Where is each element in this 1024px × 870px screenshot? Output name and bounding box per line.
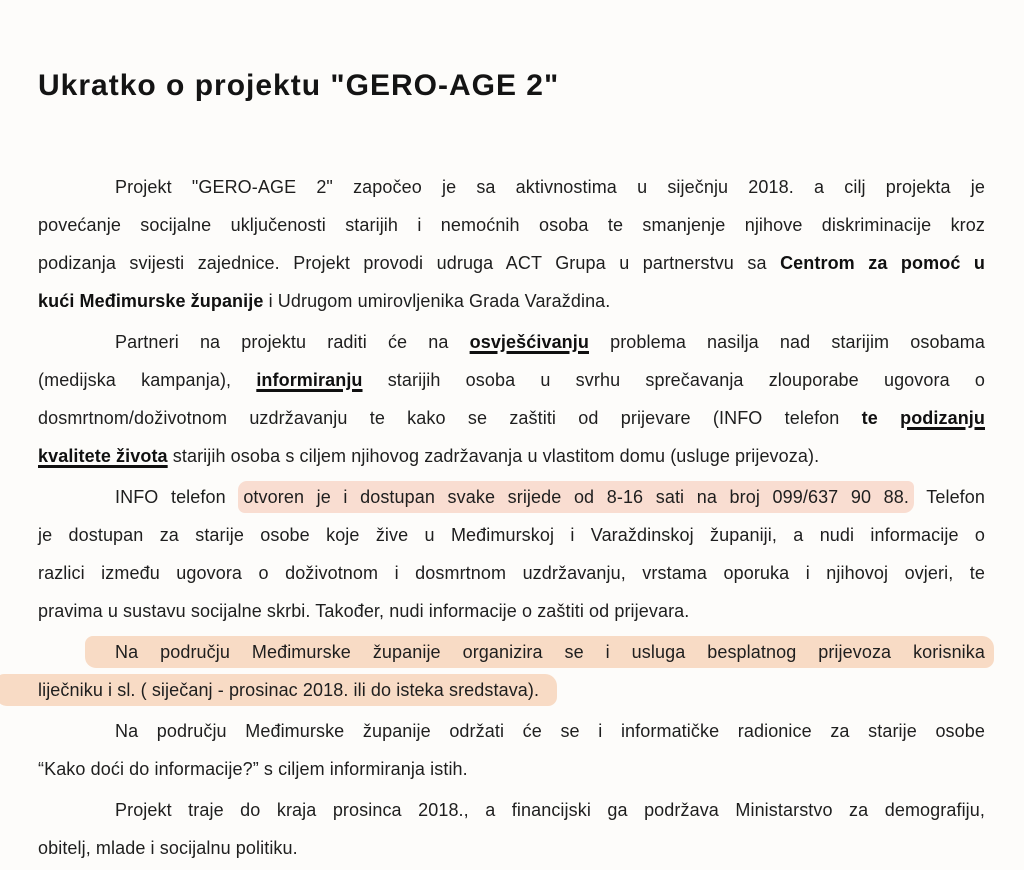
paragraph-1: [38, 168, 985, 320]
text-line: [38, 361, 985, 399]
text-segment: Na području Međimurske županije održati će se i informatičke radionice za starije osobe: [115, 721, 985, 741]
text-segment: razlici između ugovora o doživotnom i dosmrtnom uzdržavanju, vrstama oporuka i njihovoj ovjeri, te: [38, 563, 985, 583]
text-segment: (medijska kampanja),: [38, 370, 257, 390]
text-line: [38, 437, 985, 475]
text-segment: starijih osoba s ciljem njihovog zadržavanja u vlastitom domu (usluge prijevoza).: [167, 446, 820, 466]
text-line: [38, 282, 985, 320]
bold-underlined-text: informiranju: [256, 370, 363, 390]
bold-text: Centrom za pomoć u: [780, 253, 985, 273]
text-line: [38, 633, 985, 671]
text-line: [38, 399, 985, 437]
paragraph-5: [38, 712, 985, 788]
text-segment: Projekt "GERO-AGE 2" započeo je sa aktivnostima u siječnju 2018. a cilj projekta je: [115, 177, 985, 197]
text-line: [38, 323, 985, 361]
paragraph-3: [38, 478, 985, 630]
text-line: [38, 168, 985, 206]
text-line: [38, 478, 985, 516]
text-line: [38, 554, 985, 592]
text-segment: podizanja svijesti zajednice. Projekt provodi udruga ACT Grupa u partnerstvu sa: [38, 253, 781, 273]
text-segment: obitelj, mlade i socijalnu politiku.: [38, 838, 298, 858]
text-segment: INFO telefon: [115, 487, 239, 507]
text-segment: je dostupan za starije osobe koje žive u Međimurskoj i Varaždinskoj županiji, a nudi informacije o: [38, 525, 985, 545]
paragraph-6: [38, 791, 985, 867]
text-segment: problema nasilja nad starijim osobama: [588, 332, 985, 352]
text-line: [38, 671, 985, 709]
text-segment: starijih osoba u svrhu sprečavanja zlouporabe ugovora o: [362, 370, 985, 390]
text-line: [38, 829, 985, 867]
bold-text: kući Međimurske županije: [38, 291, 264, 311]
text-segment: Telefon: [914, 487, 985, 507]
text-segment: Projekt traje do kraja prosinca 2018., a financijski ga podržava Ministarstvo za demografiju,: [115, 800, 985, 820]
bold-underlined-text: podizanju: [900, 408, 985, 428]
highlight-marker: otvoren je i dostupan svake srijede od 8-16 sati na broj 099/637 90 88.: [238, 481, 914, 513]
document-title: Ukratko o projektu "GERO-AGE 2": [38, 69, 560, 102]
text-line: [38, 592, 985, 630]
text-line: [38, 712, 985, 750]
text-segment: i Udrugom umirovljenika Grada Varaždina.: [263, 291, 611, 311]
text-line: [38, 244, 985, 282]
highlight-marker: liječniku i sl. ( siječanj - prosinac 2018. ili do isteka sredstava).: [0, 674, 557, 706]
document-body: [38, 168, 985, 870]
bold-text: te: [861, 408, 901, 428]
paragraph-4: [38, 633, 985, 709]
highlight-marker: Na području Međimurske županije organizira se i usluga besplatnog prijevoza korisnika: [85, 636, 994, 668]
text-segment: Partneri na projektu raditi će na: [115, 332, 470, 352]
text-line: [38, 516, 985, 554]
text-segment: povećanje socijalne uključenosti starijih i nemoćnih osoba te smanjenje njihove diskriminacije kroz: [38, 215, 985, 235]
bold-underlined-text: kvalitete života: [38, 446, 168, 466]
text-segment: “Kako doći do informacije?” s ciljem informiranja istih.: [38, 759, 468, 779]
text-line: [38, 750, 985, 788]
text-line: [38, 791, 985, 829]
bold-underlined-text: osvješćivanju: [469, 332, 589, 352]
text-segment: pravima u sustavu socijalne skrbi. Također, nudi informacije o zaštiti od prijevara.: [38, 601, 690, 621]
paragraph-2: [38, 323, 985, 475]
text-segment: dosmrtnom/doživotnom uzdržavanju te kako se zaštiti od prijevare (INFO telefon: [38, 408, 862, 428]
text-line: [38, 206, 985, 244]
